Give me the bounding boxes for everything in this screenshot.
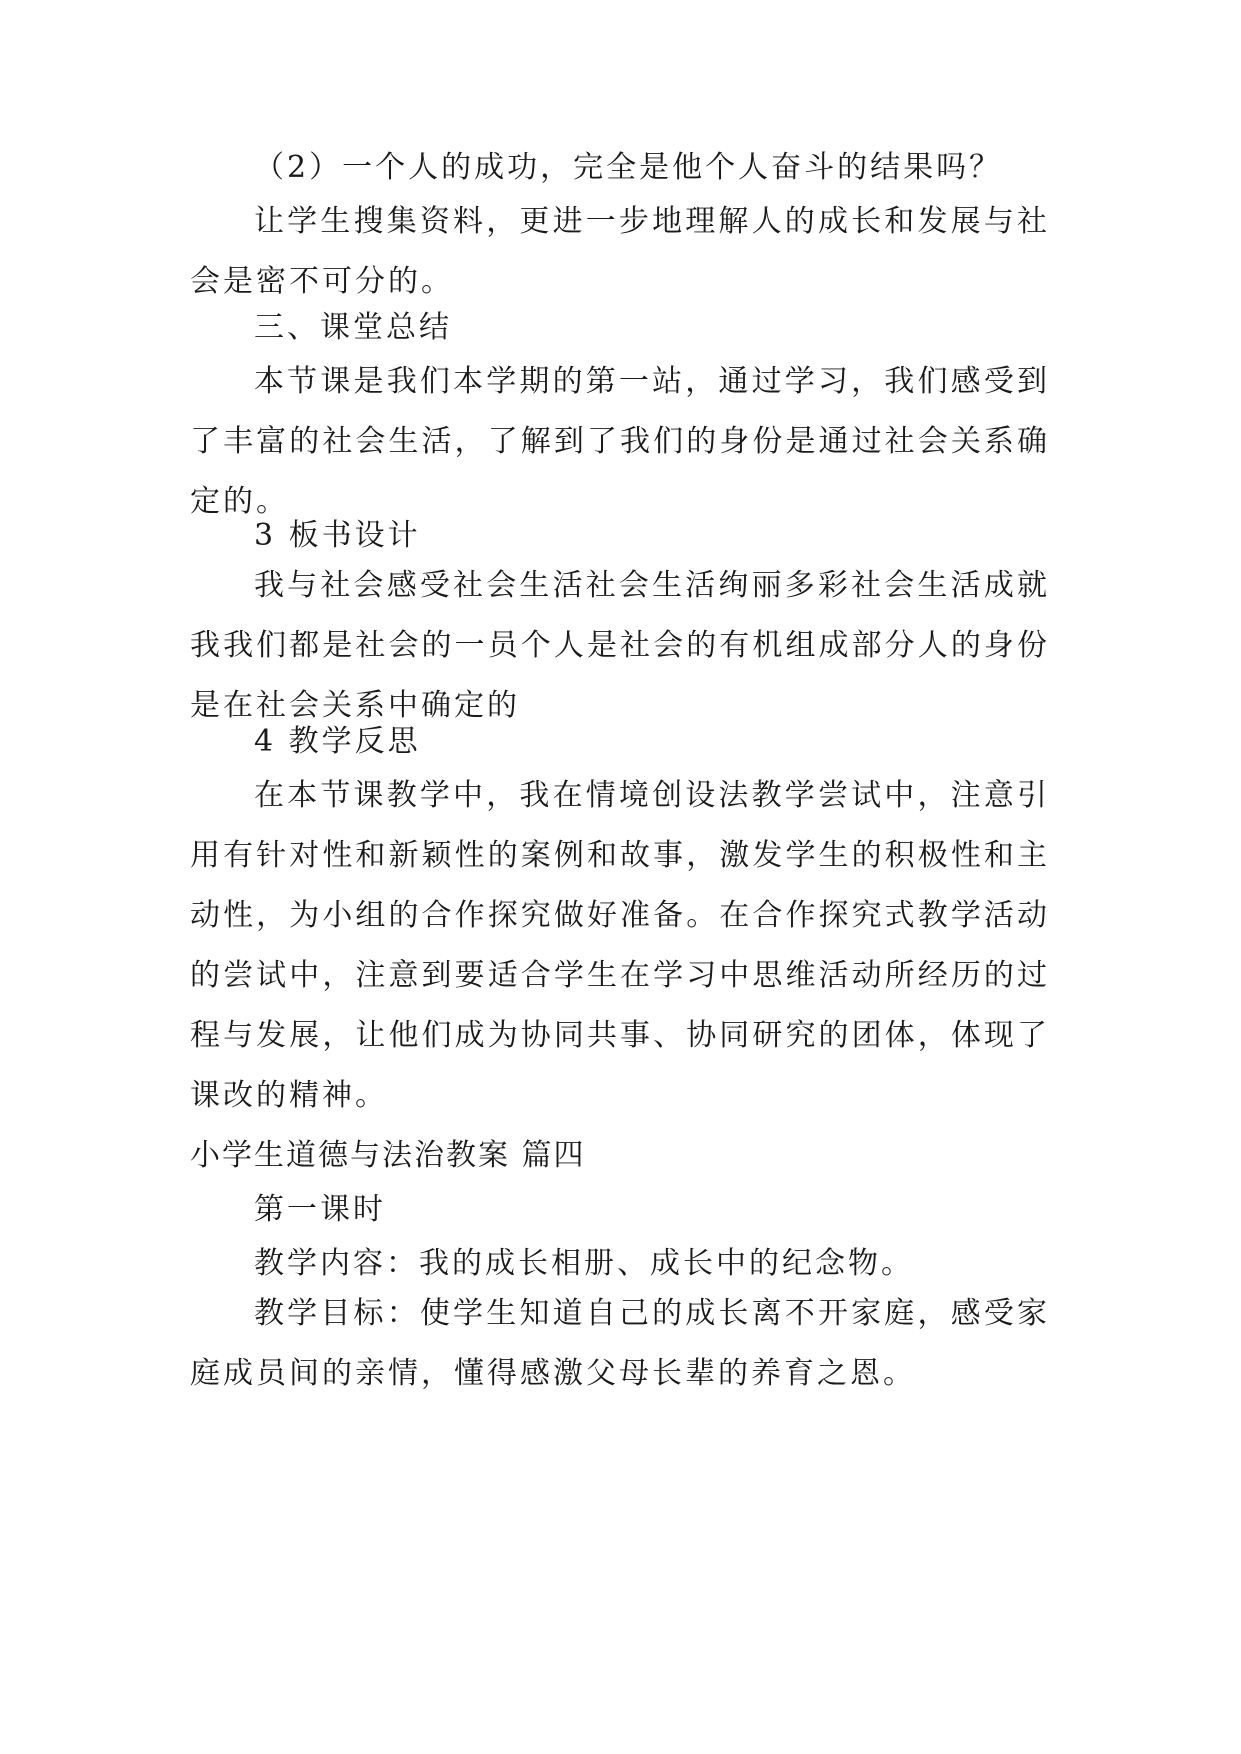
paragraph-teaching-goal: 教学目标：使学生知道自己的成长离不开家庭，感受家庭成员间的亲情，懂得感激父母长辈的养育之恩。 [190,1296,1050,1391]
paragraph-reflection: 在本节课教学中，我在情境创设法教学尝试中，注意引用有针对性和新颖性的案例和故事，激发学生的积极性和主动性，为小组的合作探究做好准备。在合作探究式教学活动的尝试中，注意到要适合学生在学习中思维活动所经历的过程与发展，让他们成为协同共事、协同研究的团体，体现了课改的精神。 [190,778,1050,1113]
heading-board-design: 3 板书设计 [254,518,421,553]
heading-reflection: 4 教学反思 [254,724,421,759]
heading-first-lesson: 第一课时 [254,1192,386,1227]
paragraph-board-design: 我与社会感受社会生活社会生活绚丽多彩社会生活成就我我们都是社会的一员个人是社会的有机组成部分人的身份是在社会关系中确定的 [190,568,1050,723]
heading-class-summary: 三、课堂总结 [254,310,452,345]
paragraph-teaching-content: 教学内容：我的成长相册、成长中的纪念物。 [254,1246,914,1281]
paragraph-question: （2）一个人的成功，完全是他个人奋斗的结果吗？ [254,150,1003,185]
section-title: 小学生道德与法治教案 篇四 [190,1138,586,1173]
paragraph-summary: 本节课是我们本学期的第一站，通过学习，我们感受到了丰富的社会生活，了解到了我们的身份是通过社会关系确定的。 [190,364,1050,519]
paragraph-research: 让学生搜集资料，更进一步地理解人的成长和发展与社会是密不可分的。 [190,204,1050,299]
